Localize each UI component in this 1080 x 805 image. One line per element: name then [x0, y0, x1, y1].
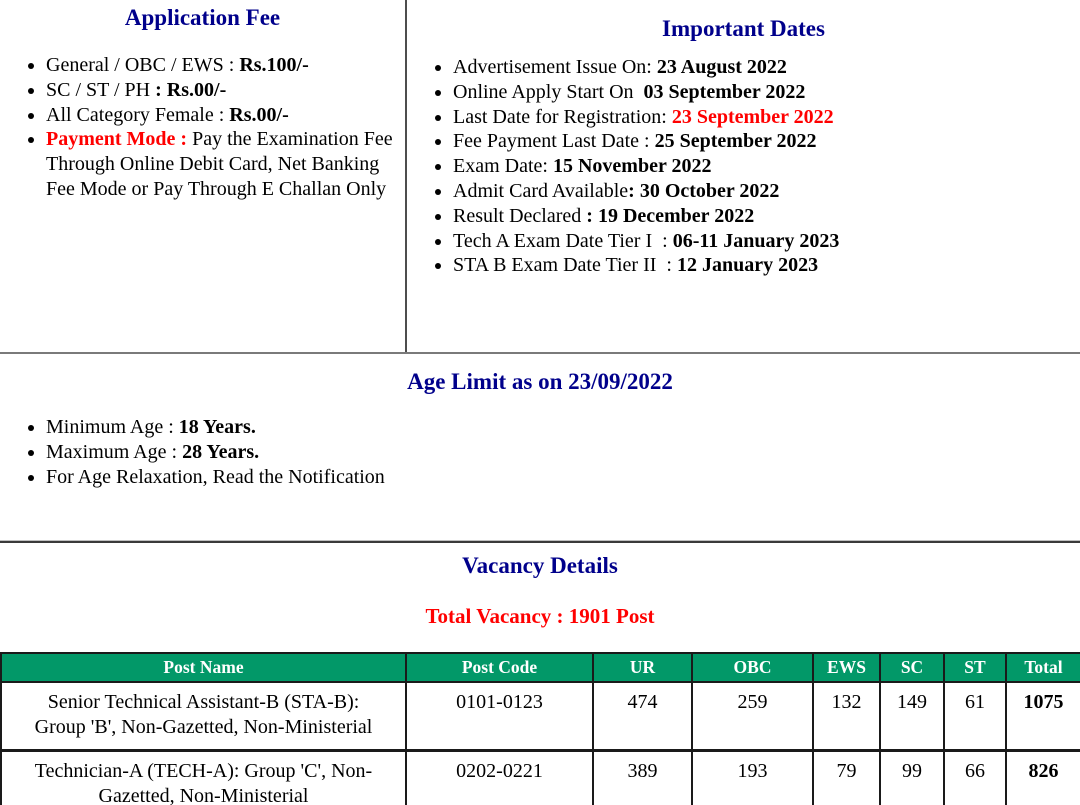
header-ur: UR: [593, 653, 692, 682]
important-dates-list: [407, 55, 1080, 278]
age-item-label: Minimum Age :: [46, 416, 179, 438]
fee-item-value: Rs.100/-: [239, 54, 309, 76]
age-item-value: 18 Years.: [178, 416, 256, 438]
cell-obc: 259: [692, 682, 813, 750]
header-total: Total: [1006, 653, 1080, 682]
vacancy-section: [0, 543, 1080, 805]
fee-item-payment-mode: [46, 127, 401, 201]
date-item-value-deadline: 23 September 2022: [671, 105, 834, 128]
date-item-label: Advertisement Issue On:: [453, 56, 657, 78]
age-item-minimum: [46, 415, 1076, 440]
age-limit-list: [0, 415, 1080, 489]
cell-ur: 474: [593, 682, 692, 750]
cell-post-name: [1, 750, 406, 805]
date-item-result: [453, 204, 1076, 229]
age-limit-section: [0, 354, 1080, 540]
date-item-label: Fee Payment Last Date :: [453, 130, 655, 153]
cell-post-code: 0101-0123: [406, 682, 593, 750]
age-item-label: Maximum Age :: [46, 440, 183, 463]
header-sc: SC: [880, 653, 944, 682]
date-item-tech-a-tier1: [453, 229, 1076, 254]
date-item-value: 06-11 January 2023: [672, 229, 840, 252]
age-item-relaxation: [46, 465, 1076, 490]
fee-item-label: All Category Female :: [46, 103, 230, 126]
date-item-value: 25 September 2022: [654, 130, 817, 153]
table-header-row: [1, 653, 1080, 682]
total-vacancy-line: Total Vacancy : 1901 Post: [425, 604, 655, 628]
date-item-value: 12 January 2023: [676, 254, 819, 277]
date-item-admit-card: [453, 179, 1076, 204]
fee-item-label: General / OBC / EWS :: [46, 54, 240, 76]
cell-ews: 79: [813, 750, 880, 805]
header-st: ST: [944, 653, 1006, 682]
age-item-value: 28 Years.: [182, 440, 260, 463]
important-dates-title: Important Dates: [662, 16, 825, 41]
date-item-label: Result Declared: [453, 204, 587, 227]
payment-mode-label: Payment Mode :: [46, 128, 188, 151]
date-item-label: Last Date for Registration:: [453, 105, 672, 128]
date-item-label: Tech A Exam Date Tier I :: [453, 229, 673, 252]
post-name-line: Group 'B', Non-Gazetted, Non-Ministerial: [34, 716, 373, 738]
application-fee-title: Application Fee: [124, 5, 281, 30]
fee-item-sc-st-ph: [46, 78, 401, 103]
cell-post-name: [1, 682, 406, 750]
age-limit-title: Age Limit as on 23/09/2022: [407, 369, 673, 394]
post-name-line: Technician-A (TECH-A): Group 'C', Non-: [34, 759, 373, 782]
date-item-value: 03 September 2022: [643, 80, 806, 103]
cell-sc: 99: [880, 750, 944, 805]
application-fee-list: [0, 53, 405, 202]
fee-item-general: [46, 53, 401, 78]
date-item-value: 23 August 2022: [656, 56, 787, 78]
date-item-value: : 30 October 2022: [628, 179, 780, 202]
cell-total: 1075: [1006, 682, 1080, 750]
age-item-maximum: [46, 440, 1076, 465]
vacancy-table: [0, 652, 1080, 805]
application-fee-panel: [0, 0, 407, 352]
cell-sc: 149: [880, 682, 944, 750]
date-item-exam: [453, 154, 1076, 179]
date-item-advertisement: [453, 55, 1076, 80]
post-name-line: Gazetted, Non-Ministerial: [98, 784, 309, 805]
post-name-line: Senior Technical Assistant-B (STA-B):: [47, 691, 360, 713]
date-item-sta-b-tier2: [453, 253, 1076, 278]
age-item-label: For Age Relaxation, Read the Notification: [46, 465, 385, 488]
date-item-label: STA B Exam Date Tier II :: [453, 254, 677, 277]
cell-ews: 132: [813, 682, 880, 750]
header-post-name: Post Name: [1, 653, 406, 682]
header-post-code: Post Code: [406, 653, 593, 682]
payment-mode-text: Pay the Examination Fee Through Online Debit Card, Net Banking Fee Mode or Pay Through E Challan Only: [46, 128, 398, 200]
date-item-registration-last: [453, 105, 1076, 130]
fee-item-value: : Rs.00/-: [155, 78, 227, 101]
date-item-value: 15 November 2022: [552, 155, 712, 178]
date-item-apply-start: [453, 80, 1076, 105]
date-item-label: Online Apply Start On: [453, 80, 644, 103]
cell-post-code: 0202-0221: [406, 750, 593, 805]
date-item-value: : 19 December 2022: [586, 204, 755, 227]
header-obc: OBC: [692, 653, 813, 682]
fee-item-label: SC / ST / PH: [46, 78, 156, 101]
table-row: [1, 682, 1080, 750]
cell-obc: 193: [692, 750, 813, 805]
fee-item-value: Rs.00/-: [229, 103, 289, 126]
table-row: [1, 750, 1080, 805]
header-ews: EWS: [813, 653, 880, 682]
cell-total: 826: [1006, 750, 1080, 805]
cell-st: 66: [944, 750, 1006, 805]
vacancy-title: Vacancy Details: [462, 553, 618, 578]
top-section: [0, 0, 1080, 354]
date-item-label: Admit Card Available: [453, 179, 629, 202]
date-item-fee-last: [453, 129, 1076, 154]
important-dates-panel: [407, 0, 1080, 352]
cell-ur: 389: [593, 750, 692, 805]
cell-st: 61: [944, 682, 1006, 750]
date-item-label: Exam Date:: [453, 155, 553, 178]
fee-item-female: [46, 103, 401, 128]
